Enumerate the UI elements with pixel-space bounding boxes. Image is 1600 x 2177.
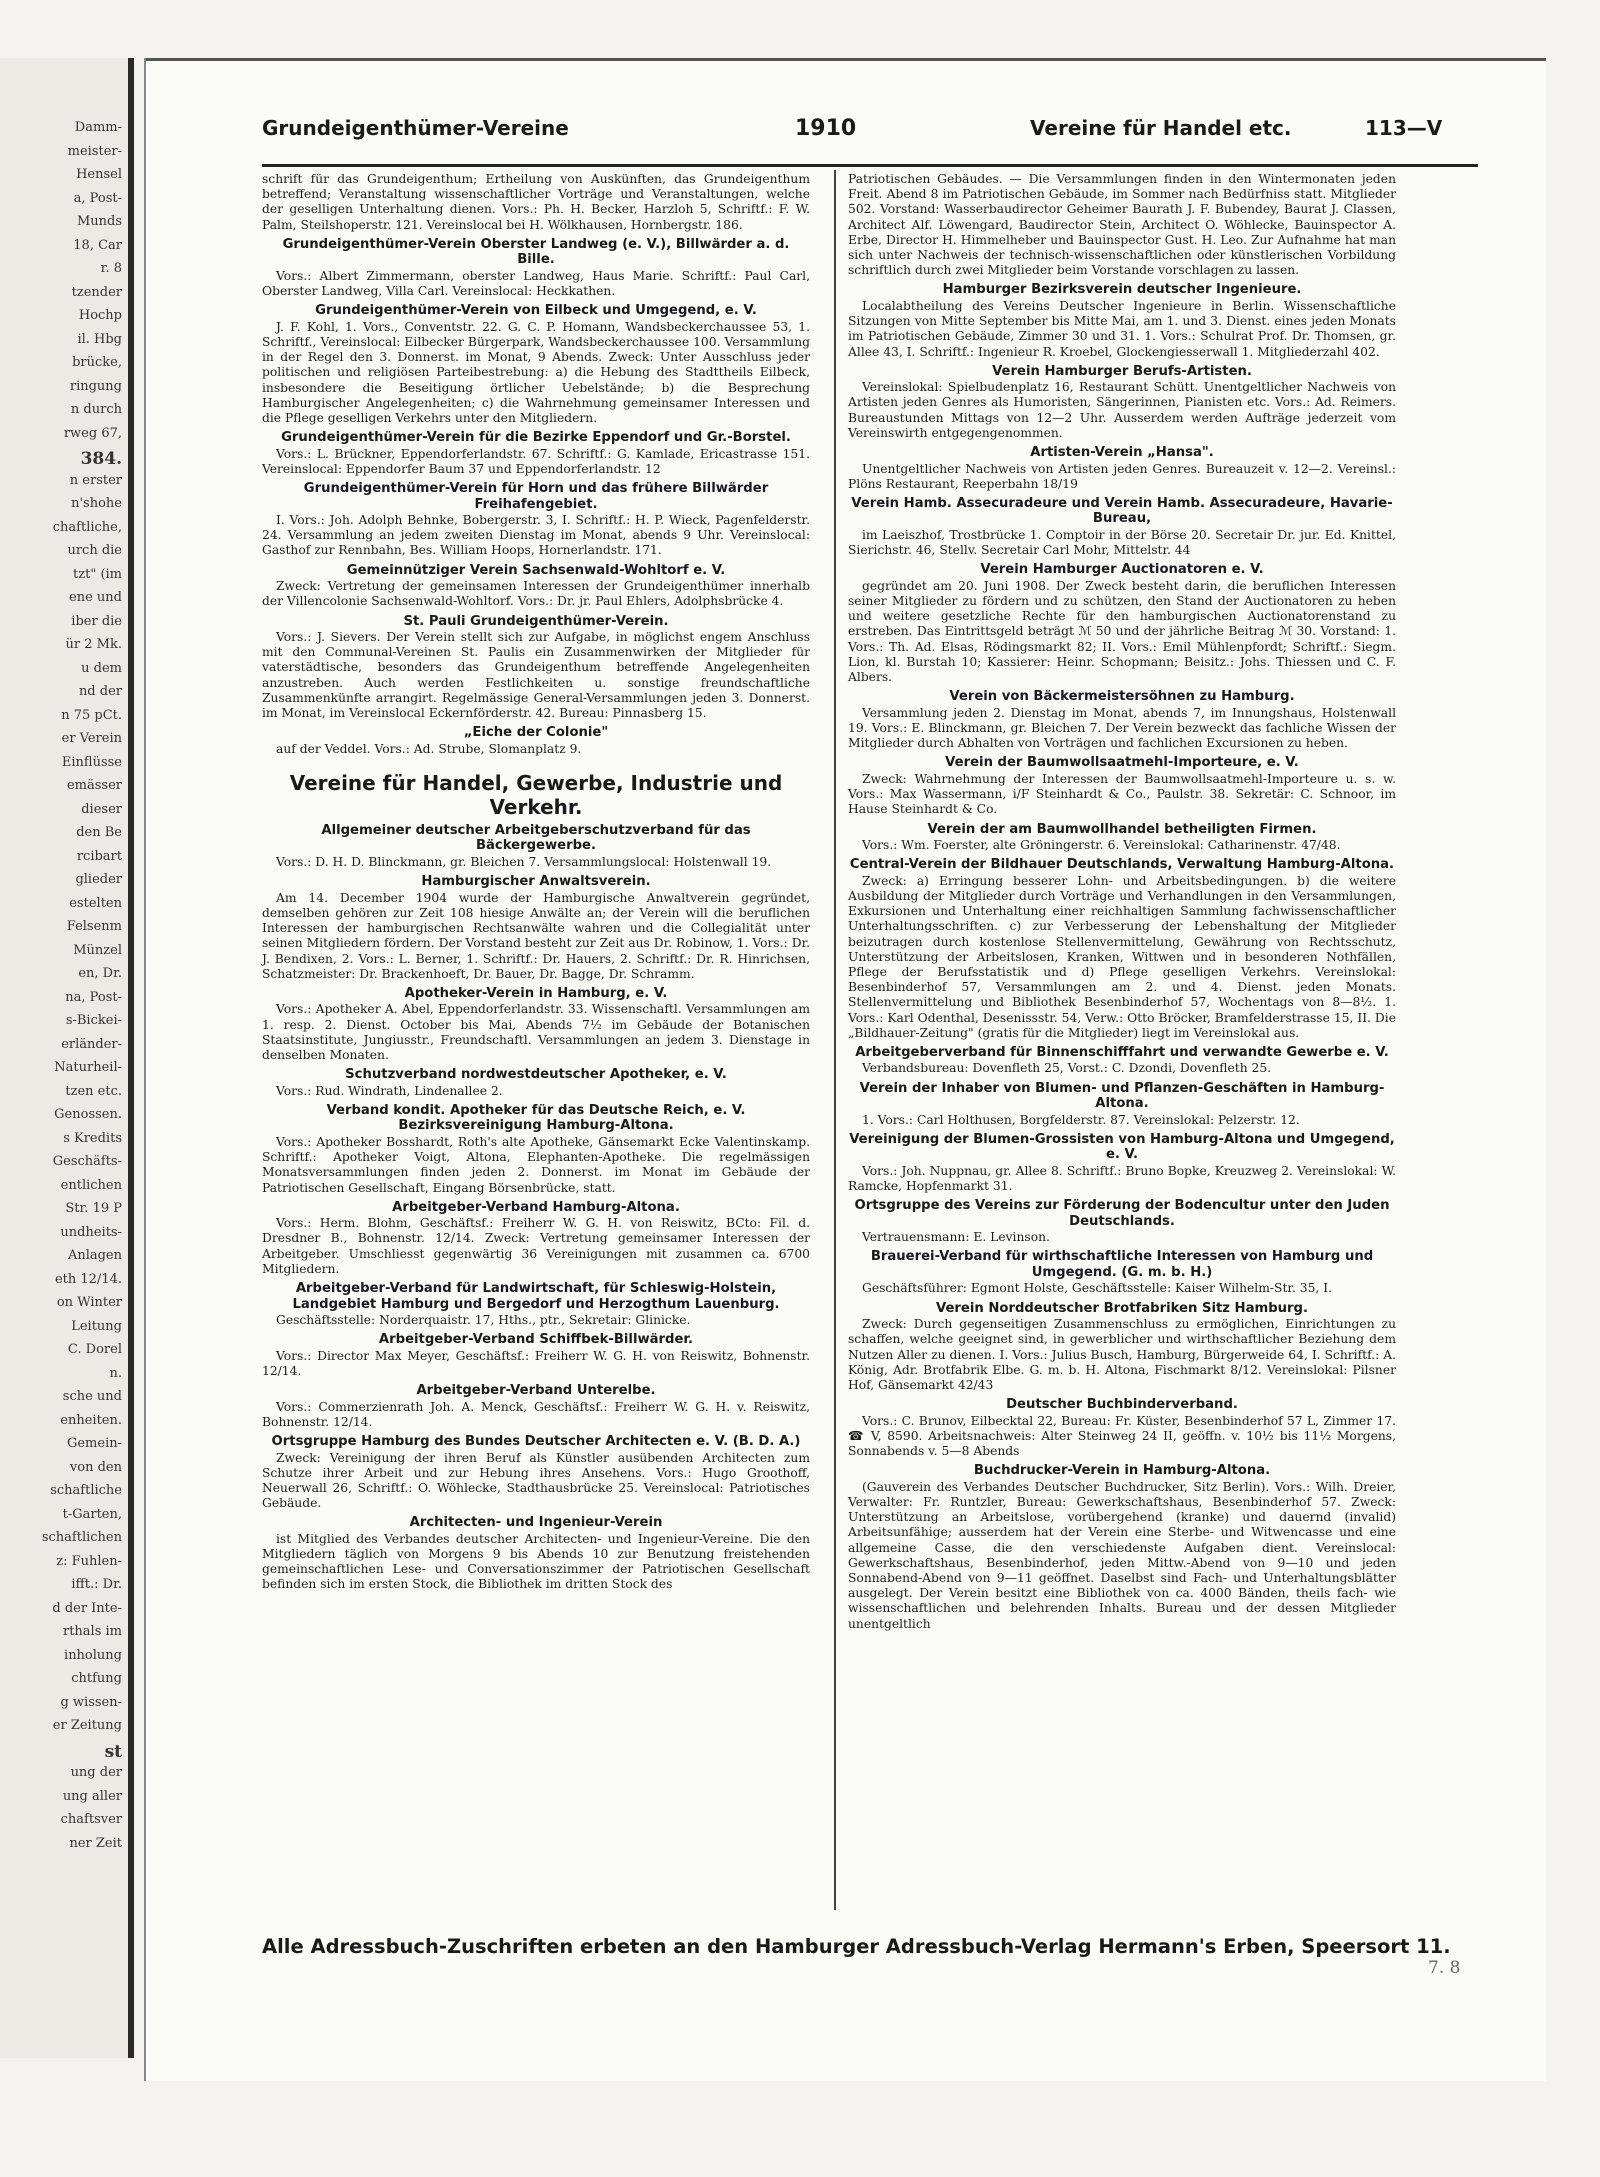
left-page-fragment: tzen etc.	[65, 1083, 122, 1099]
left-page-fragment: Genossen.	[54, 1107, 122, 1122]
entry-text: (Gauverein des Verbandes Deutscher Buchdrucker, Sitz Berlin). Vors.: Wilh. Dreier, Verwalter: Fr. Runtzler, Bureau: Gewerkschaftshaus, Besenbinderhof 57. Zweck: Unterstützung an Arbeitslose, vorübergehend (kranke) und dauernd (invalid) Arbeitsunfähige; ausserdem hat der Verein eine Sterbe- und Witwencasse und eine allgemeine Casse, die den verschiedenste Aufgaben dient. Vereinslocal: Gewerkschaftshaus, Besenbinderhof, jeden Mittw.-Abend von 9—10 und jeden Sonnabend-Abend von 9—11 geöffnet. Daselbst sind Fach- und Unterhaltungsblätter ausgelegt. Der Verein besitzt eine Bibliothek von ca. 4000 Bänden, theils fach- wie wissenschaftlichen und belehrenden Inhalts. Bureau und der dessen Mitglieder unentgeltlich	[848, 1479, 1396, 1631]
directory-entry	[262, 303, 810, 426]
entry-title: Vereinigung der Blumen-Grossisten von Hamburg-Altona und Umgegend, e. V.	[849, 1131, 1395, 1163]
header-rule	[262, 164, 1478, 167]
entry-text: Vors.: Apotheker Bosshardt, Roth's alte Apotheke, Gänsemarkt Ecke Valentinskamp. Schriftf.: Apotheker Voigt, Altona, Elephanten-Apotheke. Die regelmässigen Monatsversammlungen finden jeden 2. Donnerst. im Monat im Gebäude der Patriotischen Gesellschaft, Eingang Börsenbrücke, statt.	[262, 1134, 810, 1195]
left-page-fragment: chtfung	[71, 1671, 122, 1686]
entry-title: Verein Norddeutscher Brotfabriken Sitz Hamburg.	[936, 1300, 1308, 1316]
directory-entry	[262, 430, 810, 477]
directory-entry	[848, 364, 1396, 441]
entry-text: Geschäftsführer: Egmont Holste, Geschäftsstelle: Kaiser Wilhelm-Str. 35, I.	[862, 1281, 1332, 1296]
entry-title: Verein der am Baumwollhandel betheiligten Firmen.	[927, 821, 1317, 837]
left-page-fragment: ung der	[70, 1765, 122, 1780]
entry-text: Vertrauensmann: E. Levinson.	[862, 1230, 1050, 1245]
directory-entry	[848, 1081, 1396, 1128]
directory-entry	[848, 1045, 1396, 1077]
entry-title: Apotheker-Verein in Hamburg, e. V.	[404, 985, 668, 1001]
left-page-fragment: en, Dr.	[78, 966, 122, 981]
left-page-fragment: C. Dorel	[67, 1342, 122, 1357]
left-page-fragment: d der Inte-	[52, 1600, 122, 1616]
left-page-fragment: er Verein	[61, 731, 122, 746]
entry-text: Vors.: Albert Zimmermann, oberster Landweg, Haus Marie. Schriftf.: Paul Carl, Oberster Landweg, Villa Carl. Vereinslocal: Heckkathen.	[262, 268, 810, 299]
directory-entry	[262, 1103, 810, 1196]
left-page-fragment: st	[104, 1741, 122, 1762]
entry-text: Vors.: Rud. Windrath, Lindenallee 2.	[276, 1083, 503, 1098]
left-page-fragment: il. Hbg	[77, 331, 122, 347]
entry-title: Verein Hamburger Berufs-Artisten.	[992, 363, 1252, 379]
left-page-fragment: ung aller	[62, 1788, 122, 1804]
directory-entry	[262, 874, 810, 982]
left-page-fragment: undheits-	[60, 1224, 122, 1240]
directory-entry	[848, 1132, 1396, 1194]
directory-entry	[262, 1281, 810, 1328]
entry-text: Patriotischen Gebäudes. — Die Versammlungen finden in den Wintermonaten jeden Freit. Abend 8 im Patriotischen Gebäude, im Sommer nach Bedürfniss statt. Mitglieder 502. Vorstand: Wasserbaudirector Geheimer Baurath J. F. Bubendey, Baurat J. Classen, Architect Alf. Löwengard, Baudirector Stein, Architect O. Wöhlecke, Bauinspector A. Erbe, Director H. Himmelheber und Bauinspector Gust. H. Leo. Zur Aufnahme hat man sich unter Nachweis der technisch-wissenschaftlichen oder künstlerischen Vorbildung schriftlich durch zwei Mitglieder beim Vorstande vorschlagen zu lassen.	[848, 172, 1396, 278]
entry-text: Zweck: Durch gegenseitigen Zusammenschluss zu ermöglichen, Einrichtungen zu schaffen, welche geeignet sind, in gewerblicher und wirthschaftlicher Beziehung dem Nutzen Aller zu dienen. I. Vors.: Julius Busch, Hamburg, Bürgerweide 64, I. Schriftf.: A. König, Adr. Brotfabrik Elbe. G. m. b. H. Altona, Fischmarkt 8/12. Vereinslokal: Pilsner Hof, Gänsemarkt 42/43	[848, 1317, 1396, 1392]
entry-text: Zweck: Vereinigung der ihren Beruf als Künstler ausübenden Architecten zum Schutze ihrer Arbeit und zur Hebung ihres Ansehens. Vors.: Hugo Groothoff, Neuerwall 26, Schriftf.: O. Wöhlecke, Stadthausbrücke 25. Vereinslocal: Patriotisches Gebäude.	[262, 1450, 810, 1511]
left-page-fragment: ür 2 Mk.	[65, 637, 122, 652]
left-page-fragment: n 75 pCt.	[61, 707, 122, 723]
left-page-fragment: na, Post-	[65, 989, 122, 1005]
directory-entry	[262, 563, 810, 610]
entry-title: Central-Verein der Bildhauer Deutschlands, Verwaltung Hamburg-Altona.	[849, 857, 1395, 873]
left-page-fragment: von den	[69, 1459, 122, 1475]
directory-entry	[262, 481, 810, 559]
entry-text: ist Mitglied des Verbandes deutscher Architecten- und Ingenieur-Vereine. Die den Mitgliedern täglich von Morgens 9 bis Abends 10 zur Benutzung freistehenden gemeinschaftlichen Lese- und Conversationszimmer der Patriotischen Gesellschaft befinden sich im ersten Stock, die Bibliothek im dritten Stock des	[262, 1531, 810, 1592]
directory-entry	[848, 496, 1396, 558]
left-page-fragment: rthals im	[62, 1624, 122, 1639]
entry-title: Architecten- und Ingenieur-Verein	[409, 1515, 663, 1531]
left-page-fragment: iber die	[71, 613, 122, 629]
entry-title: Arbeitgeber-Verband Unterelbe.	[416, 1383, 656, 1399]
archive-stamp: 7. 8	[1428, 1958, 1461, 1978]
entry-text: Vors.: Apotheker A. Abel, Eppendorferlandstr. 33. Wissenschaftl. Versammlungen am 1. resp. 2. Dienst. October bis Mai, Abends 7½ im Gebäude der Botanischen Staatsinstitute, Jungiusstr., Freundschaftl. Versammlungen an jedem 3. Dienstage in denselben Monaten.	[262, 1002, 810, 1063]
entry-text: schrift für das Grundeigenthum; Ertheilung von Auskünften, das Grundeigenthum betreffend; Veranstaltung wissenschaftlicher Vorträge und Veranstaltungen, welche der geselligen Unterhaltung dienen. Vors.: Ph. H. Becker, Harzloh 5, Schriftf.: F. W. Palm, Steilshoperstr. 121. Vereinslocal bei H. Wölkhausen, Hornbergstr. 186.	[262, 172, 810, 232]
entry-text: Geschäftsstelle: Norderquaistr. 17, Hths., ptr., Sekretair: Glinicke.	[276, 1313, 691, 1328]
left-page-fragment: n'shohe	[71, 496, 122, 511]
left-page-fragment: n durch	[70, 402, 122, 417]
left-page-fragment: n erster	[69, 472, 122, 488]
entry-title: Brauerei-Verband für wirthschaftliche Interessen von Hamburg und Umgegend. (G. m. b. H.)	[870, 1249, 1374, 1280]
directory-entry	[262, 614, 810, 722]
left-page-fragment: chaftsver	[60, 1812, 122, 1827]
left-page-fragment: erländer-	[61, 1036, 122, 1052]
entry-title: Grundeigenthümer-Verein für die Bezirke Eppendorf und Gr.-Borstel.	[281, 430, 791, 446]
left-page-fragment: Damm-	[74, 120, 122, 135]
entry-title: Verband kondit. Apotheker für das Deutsche Reich, e. V. Bezirksvereinigung Hamburg-Altona.	[326, 1102, 746, 1134]
directory-entry	[848, 822, 1396, 854]
left-page-fragment: chaftliche,	[52, 519, 122, 535]
entry-title: Gemeinnütziger Verein Sachsenwald-Wohltorf e. V.	[346, 562, 726, 578]
entry-title: Arbeitgeber-Verband Hamburg-Altona.	[392, 1199, 680, 1215]
left-page-fragment: Gemein-	[66, 1436, 122, 1451]
entry-text: Vors.: C. Brunov, Eilbecktal 22, Bureau: Fr. Küster, Besenbinderhof 57 L, Zimmer 17. ☎ V, 8590. Arbeitsnachweis: Alter Steinweg 24 II, geöffn. v. 10½ bis 11½ Morgens, Sonnabends v. 5—8 Abends	[848, 1413, 1396, 1459]
entry-text: Localabtheilung des Vereins Deutscher Ingenieure in Berlin. Wissenschaftliche Sitzungen von Mitte September bis Mitte Mai, am 1. und 3. Dienst. eines jeden Monats im Patriotischen Gebäude, Zimmer 30 und 31. 1. Vors.: Schulrat Prof. Dr. Thomsen, gr. Allee 43, I. Schriftf.: Ingenieur R. Kroebel, Glockengiesserwall 1. Mitgliederzahl 402.	[848, 298, 1396, 359]
left-page-fragment: Str. 19 P	[65, 1201, 122, 1216]
running-header	[250, 112, 1480, 146]
entry-title: Verein von Bäckermeistersöhnen zu Hamburg.	[949, 689, 1295, 705]
left-page-fragment: ene und	[69, 590, 122, 605]
entry-title: Verein der Baumwollsaatmehl-Importeure, e. V.	[945, 755, 1299, 771]
left-page-fragment: Hensel	[76, 167, 122, 182]
entry-text: Zweck: Vertretung der gemeinsamen Interessen der Grundeigenthümer innerhalb der Villencolonie Sachsenwald-Wohltorf. Vors.: Dr. jr. Paul Ehlers, Adolphsbrücke 4.	[262, 579, 810, 609]
left-page-fragment: inholung	[64, 1647, 122, 1663]
section-heading: Vereine für Handel, Gewerbe, Industrie und Verkehr.	[289, 770, 783, 819]
left-page-fragment: entlichen	[60, 1177, 122, 1193]
directory-entry	[262, 823, 810, 870]
directory-entry	[848, 689, 1396, 751]
left-page-fragment: emässer	[66, 778, 122, 793]
entry-text: I. Vors.: Joh. Adolph Behnke, Bobergerstr. 3, I. Schriftf.: H. P. Wieck, Pagenfelderstr. 24. Versammlung an jedem zweiten Dienstag im Monat, abends 9 Uhr. Vereinslocal: Gasthof zur Rennbahn, Bes. William Hoops, Hornerlandstr. 171.	[262, 513, 810, 558]
header-right-title: Vereine für Handel etc.	[1030, 116, 1292, 140]
directory-entry	[848, 282, 1396, 359]
entry-text: Vors.: Joh. Nuppnau, gr. Allee 8. Schriftf.: Bruno Bopke, Kreuzweg 2. Vereinslokal: W. Ramcke, Hopfenmarkt 31.	[848, 1163, 1396, 1194]
directory-entry	[848, 857, 1396, 1041]
entry-title: Schutzverband nordwestdeutscher Apotheker, e. V.	[345, 1067, 727, 1083]
entry-text: Zweck: a) Erringung besserer Lohn- und Arbeitsbedingungen. b) die weitere Ausbildung der Mitglieder durch Vorträge und Verhandlungen in den Versammlungen, Exkursionen und Unterhaltung einer reichhaltigen Sammlung fachwissenschaftlicher Unterhaltungsschriften. c) zur Verbesserung der Lebenshaltung der Mitglieder beizutragen durch kostenlose Stellenvermittelung, Gewährung von Rechtsschutz, Unterstützung der Arbeitslosen, Kranken, Wittwen und in besonderen Nothfällen, Pflege der Berufsstatistik und d) Pflege geselligen Verkehrs. Vereinslokal: Besenbinderhof 57, Versammlungen am 2. und 4. Dienst. jeden Monats. Stellenvermittelung und Bibliothek Besenbinderhof 57, Wochentags von 8—8½. 1. Vors.: Karl Odenthal, Desenissstr. 54, Verw.: Otto Bröcker, Bramfelderstrasse 15, II. Die „Bildhauer-Zeitung" (gratis für die Mitglieder) liegt im Vereinslokal aus.	[848, 873, 1396, 1040]
directory-entry	[848, 1249, 1396, 1296]
entry-text: Vors.: L. Brückner, Eppendorferlandstr. 67. Schriftf.: G. Kamlade, Ericastrasse 151. Vereinslocal: Eppendorfer Baum 37 und Eppendorferlandstr. 12	[262, 446, 810, 476]
left-page-fragment: u dem	[81, 660, 122, 676]
left-page-fragment: Einflüsse	[61, 754, 122, 770]
header-page-number: 113—V	[1365, 116, 1443, 140]
left-page-fragment: 384.	[80, 449, 122, 469]
directory-entry	[848, 445, 1396, 492]
left-page-fragment: tzt" (im	[73, 566, 122, 582]
left-page-fragment: ner Zeit	[69, 1835, 122, 1851]
entry-title: Grundeigenthümer-Verein Oberster Landweg (e. V.), Billwärder a. d. Bille.	[282, 236, 790, 268]
left-page-fragment: schaftlichen	[41, 1530, 122, 1545]
entry-title: Verein der Inhaber von Blumen- und Pflanzen-Geschäften in Hamburg-Altona.	[859, 1080, 1385, 1112]
entry-text: Versammlung jeden 2. Dienstag im Monat, abends 7, im Innungshaus, Holstenwall 19. Vors.: E. Blinckmann, gr. Bleichen 7. Der Verein bezweckt das fachliche Wissen der Mitglieder durch Abhalten von Vorträgen und fachlichen Excursionen zu heben.	[848, 705, 1396, 751]
left-page-fragment: brücke,	[72, 355, 122, 370]
left-page-fragment: z: Fuhlen-	[56, 1553, 122, 1569]
entry-text: Vors.: Wm. Foerster, alte Gröningerstr. 6. Vereinslokal: Catharinenstr. 47/48.	[862, 838, 1341, 852]
entry-title: Allgemeiner deutscher Arbeitgeberschutzverband für das Bäckergewerbe.	[321, 822, 751, 854]
left-page-fragment: s-Bickei-	[65, 1013, 122, 1028]
entry-title: Hamburgischer Anwaltsverein.	[421, 874, 651, 890]
left-page-fragment: estelten	[69, 895, 122, 911]
header-year: 1910	[795, 116, 857, 141]
left-page-fragment: enheiten.	[60, 1412, 122, 1428]
directory-entry	[848, 1198, 1396, 1245]
directory-entry	[262, 1515, 810, 1592]
left-page-fragment: Hochp	[78, 308, 122, 323]
column-divider	[834, 170, 836, 1910]
entry-title: Arbeitgeberverband für Binnenschifffahrt und verwandte Gewerbe e. V.	[855, 1044, 1389, 1060]
directory-entry	[848, 755, 1396, 817]
left-page-fragment: Leitung	[71, 1318, 122, 1334]
entry-text: Unentgeltlicher Nachweis von Artisten jeden Genres. Bureauzeit v. 12—2. Vereinsl.: Plöns Restaurant, Reeperbahn 18/19	[848, 461, 1396, 491]
left-page-fragment: den Be	[76, 825, 122, 840]
entry-title: Verein Hamburger Auctionatoren e. V.	[980, 562, 1264, 578]
entry-title: Deutscher Buchbinderverband.	[1006, 1397, 1238, 1413]
left-page-fragment: glieder	[75, 872, 122, 887]
right-column	[848, 172, 1396, 1636]
entry-text: Vors.: J. Sievers. Der Verein stellt sich zur Aufgabe, in möglichst engem Anschluss mit den Communal-Vereinen St. Paulis ein Zusammenwirken der Mitglieder für vaterstädtische, besonders das Grundeigenthum betreffende Angelegenheiten anzustreben. Auch werden Festlichkeiten u. sonstige freundschaftliche Zusammenkünfte arrangirt. Regelmässige General-Versammlungen jeden 3. Donnerst. im Monat, im Vereinslocal Eckernförderstr. 42. Bureau: Pinnasberg 15.	[262, 630, 810, 721]
left-page-fragment: eth 12/14.	[54, 1271, 122, 1287]
left-page-fragment: a, Post-	[73, 190, 122, 206]
entry-title: Artisten-Verein „Hansa".	[1030, 445, 1214, 461]
directory-entry	[262, 1383, 810, 1430]
left-page-fragment: rweg 67,	[63, 425, 122, 441]
entry-text: Am 14. December 1904 wurde der Hamburgische Anwaltverein gegründet, demselben gehören zur Zeit 108 hiesige Anwälte an; der Verein will die beruflichen Interessen der hamburgischen Rechtsanwälte wahren und die Collegialität unter seinen Mitgliedern fördern. Der Vorstand besteht zur Zeit aus Dr. Robinow, 1. Vors.: Dr. J. Bendixen, 2. Vors.: L. Berner, 1. Schriftf.: Dr. Hauers, 2. Schriftf.: Dr. R. Hinrichsen, Schatzmeister: Dr. Brackenhoeft, Dr. Bauer, Dr. Bagge, Dr. Schramm.	[262, 890, 810, 981]
left-page-fragment: s Kredits	[63, 1130, 122, 1146]
entry-text: Verbandsbureau: Dovenfleth 25, Vorst.: C. Dzondi, Dovenfleth 25.	[862, 1061, 1272, 1076]
left-column	[262, 172, 810, 1597]
left-page-fragment: Geschäfts-	[52, 1154, 122, 1169]
directory-entry	[848, 172, 1396, 278]
left-page-fragment: schaftliche	[50, 1483, 122, 1498]
entry-title: Verein Hamb. Assecuradeure und Verein Hamb. Assecuradeure, Havarie-Bureau,	[851, 495, 1393, 527]
entry-text: Vors.: D. H. D. Blinckmann, gr. Bleichen 7. Versammlungslocal: Holstenwall 19.	[276, 854, 772, 869]
entry-title: Arbeitgeber-Verband für Landwirtschaft, für Schleswig-Holstein, Landgebiet Hamburg und Bergedorf und Herzogthum Lauenburg.	[292, 1281, 780, 1312]
entry-text: Vors.: Director Max Meyer, Geschäftsf.: Freiherr W. G. H. von Reiswitz, Bohnenstr. 12/14.	[262, 1348, 810, 1378]
entry-text: im Laeiszhof, Trostbrücke 1. Comptoir in der Börse 20. Secretair Dr. jur. Ed. Knittel, Sierichstr. 46, Stellv. Secretair Carl Mohr, Mittelstr. 44	[848, 527, 1396, 558]
entry-title: „Eiche der Colonie"	[463, 725, 609, 741]
left-page-fragment: Naturheil-	[54, 1060, 122, 1075]
left-page-fragment: g wissen-	[60, 1694, 122, 1710]
left-page-fragment: r. 8	[100, 261, 122, 276]
left-page-fragment: n.	[109, 1365, 122, 1381]
left-page-fragment: Münzel	[73, 942, 122, 958]
left-page-fragment: sche und	[62, 1389, 122, 1404]
left-page-fragment: Felsenm	[66, 919, 122, 934]
entry-text: Zweck: Wahrnehmung der Interessen der Baumwollsaatmehl-Importeure u. s. w. Vors.: Max Wassermann, i/F Steinhardt & Co., Paulstr. 38. Sekretär: C. Schnoor, im Hause Steinhardt & Co.	[848, 771, 1396, 817]
entry-title: Hamburger Bezirksverein deutscher Ingenieure.	[942, 282, 1302, 298]
left-page-fragment: 18, Car	[73, 237, 122, 253]
entry-title: St. Pauli Grundeigenthümer-Verein.	[403, 613, 669, 629]
left-page-fragment: ifft.: Dr.	[71, 1577, 122, 1592]
entry-title: Ortsgruppe Hamburg des Bundes Deutscher Architecten e. V. (B. D. A.)	[271, 1434, 801, 1450]
entry-text: Vors.: Commerzienrath Joh. A. Menck, Geschäftsf.: Freiherr W. G. H. v. Reiswitz, Bohnenstr. 12/14.	[262, 1399, 810, 1429]
directory-entry	[262, 725, 810, 757]
left-page-fragment: on Winter	[56, 1295, 122, 1310]
entry-title: Ortsgruppe des Vereins zur Förderung der Bodencultur unter den Juden Deutschlands.	[854, 1198, 1390, 1229]
left-page-fragment: dieser	[81, 801, 122, 817]
left-page-fragment: t-Garten,	[62, 1506, 122, 1522]
directory-entry	[262, 1067, 810, 1099]
entry-title: Buchdrucker-Verein in Hamburg-Altona.	[973, 1463, 1271, 1479]
directory-entry	[848, 1301, 1396, 1394]
directory-entry	[262, 1332, 810, 1379]
directory-entry	[262, 172, 810, 233]
directory-entry	[848, 1463, 1396, 1632]
directory-entry	[262, 1200, 810, 1277]
left-page-fragment: ringung	[69, 378, 122, 394]
entry-text: Vereinslokal: Spielbudenplatz 16, Restaurant Schütt. Unentgeltlicher Nachweis von Artisten jeden Genres als Humoristen, Sängerinnen, Pianisten etc. Vors.: Ad. Reimers. Bureaustunden Mittags von 12—2 Uhr. Ausserdem werden Aufträge jederzeit vom Vereinswirth entgegengenommen.	[848, 380, 1396, 440]
entry-title: Arbeitgeber-Verband Schiffbek-Billwärder.	[378, 1332, 694, 1348]
publisher-footer: Alle Adressbuch-Zuschriften erbeten an den Hamburger Adressbuch-Verlag Hermann's Erben, Speersort 11.	[262, 1935, 1451, 1958]
entry-title: Grundeigenthümer-Verein von Eilbeck und Umgegend, e. V.	[315, 303, 757, 319]
entry-text: Vors.: Herm. Blohm, Geschäftsf.: Freiherr W. G. H. von Reiswitz, BCto: Fil. d. Dresdner B., Bohnenstr. 12/14. Zweck: Vertretung gemeinsamer Interessen der Arbeitgeber. Umschliesst gegenwärtig 36 Vereinigungen mit zusammen ca. 6700 Mitgliedern.	[262, 1216, 810, 1276]
left-page-fragment: nd der	[78, 684, 122, 699]
directory-entry	[848, 1397, 1396, 1459]
entry-text: J. F. Kohl, 1. Vors., Conventstr. 22. G. C. P. Homann, Wandsbeckerchaussee 53, 1. Schriftf., Vereinslocal: Eilbecker Bürgerpark, Wandsbeckerchaussee 100. Versammlung in der Regel den 3. Donnerst. im Monat, 9 Abends. Zweck: Unter Ausschluss jeder politischen und religiösen Parteibestrebung: a) die Hebung des Stadttheils Eilbeck, insbesondere die Beseitigung örtlicher Uebelstände; b) die Besprechung Hamburgischer Angelegenheiten; c) die Wahrnehmung gemeinsamer Interessen und die Pflege geselligen Verkehrs unter den Mitgliedern.	[262, 319, 810, 425]
entry-text: gegründet am 20. Juni 1908. Der Zweck besteht darin, die beruflichen Interessen seiner Mitglieder zu fördern und zu schützen, den Stand der Auctionatoren zu heben und weitere gesetzliche Rechte für den hamburgischen Auctionatorenstand zu erstreben. Das Eintrittsgeld beträgt ℳ 50 und der jährliche Beitrag ℳ 30. Vorstand: 1. Vors.: Th. Ad. Elsas, Rödingsmarkt 82; II. Vors.: Emil Mühlenpfordt; Schriftf.: Siegm. Lion, kl. Burstah 10; Kassierer: Heinr. Schopmann; Beisitz.: Johs. Thiessen und C. F. Albers.	[848, 578, 1396, 685]
header-left-title: Grundeigenthümer-Vereine	[262, 116, 569, 140]
entry-text: auf der Veddel. Vors.: Ad. Strube, Slomanplatz 9.	[276, 741, 582, 756]
left-page-fragment: urch die	[67, 543, 122, 558]
left-page-fragment: Munds	[76, 214, 122, 229]
entry-title: Grundeigenthümer-Verein für Horn und das frühere Billwärder Freihafengebiet.	[303, 481, 769, 512]
left-page-edge	[0, 58, 134, 2058]
left-page-fragment: meister-	[67, 143, 122, 159]
entry-text: 1. Vors.: Carl Holthusen, Borgfelderstr. 87. Vereinslokal: Pelzerstr. 12.	[862, 1112, 1300, 1127]
left-page-fragment: tzender	[71, 284, 122, 300]
directory-entry	[262, 237, 810, 299]
directory-entry	[262, 1434, 810, 1511]
directory-entry	[848, 562, 1396, 685]
left-page-fragment: rcibart	[76, 848, 122, 864]
left-page-fragment: er Zeitung	[52, 1718, 122, 1733]
directory-entry	[262, 986, 810, 1063]
left-page-fragment: Anlagen	[67, 1248, 122, 1263]
